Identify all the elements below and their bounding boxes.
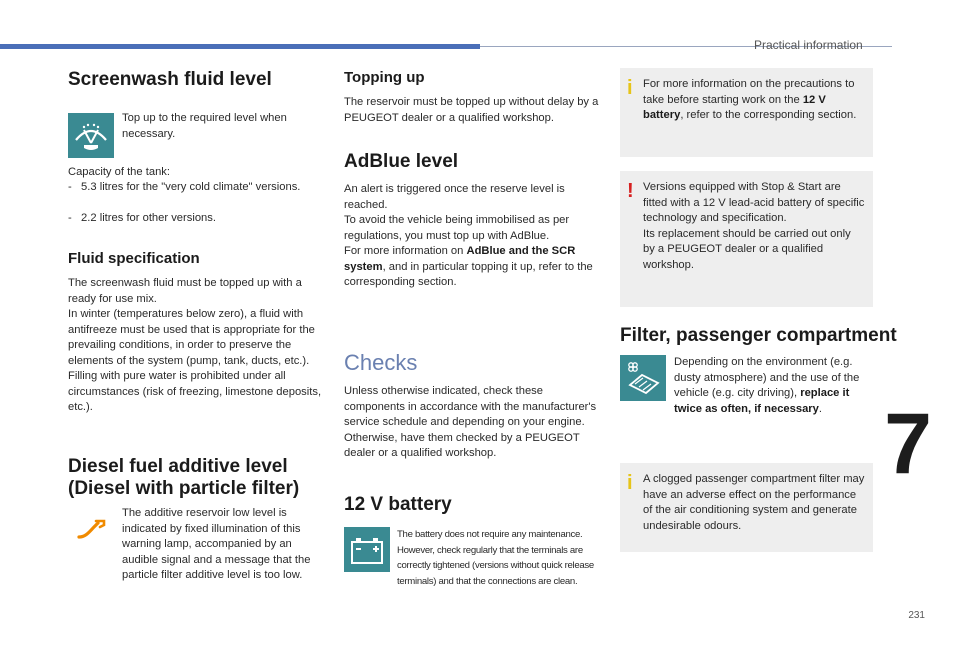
- fluid-spec-para: The screenwash fluid must be topped up with a ready for use mix.: [68, 277, 302, 305]
- topping-up-text: The reservoir must be topped up without delay by a PEUGEOT dealer or a qualified workshop.: [344, 96, 599, 124]
- filter-text-post: .: [818, 402, 822, 415]
- adblue-para: [344, 244, 600, 291]
- filter-title: Filter, passenger compartment: [620, 325, 897, 346]
- warning-text: [643, 180, 865, 273]
- filter-text-pre: Depending on the environment (e.g. dusty atmosphere) and the use of the vehicle (e.g. city driving),: [674, 356, 860, 399]
- filter-text: [674, 355, 874, 417]
- diesel-additive-title: [68, 456, 299, 500]
- chapter-number: 7: [884, 396, 932, 492]
- screenwash-title: Screenwash fluid level: [68, 69, 272, 90]
- capacity-item: - 5.3 litres for the "very cold climate" versions.: [68, 181, 301, 193]
- battery-text: The battery does not require any maintenance. However, check regularly that the terminals are correctly tightened (versions without quick release terminals) and that the connections are clean.: [397, 529, 594, 587]
- screenwash-warning-icon: [68, 113, 114, 158]
- header-accent-bar: [0, 44, 480, 49]
- cabin-filter-icon: [620, 355, 666, 401]
- checks-text: [344, 384, 602, 462]
- capacity-item: - 2.2 litres for other versions.: [68, 212, 216, 224]
- diesel-title-line2: (Diesel with particle filter): [68, 478, 300, 499]
- info-precautions-post: , refer to the corresponding section.: [680, 109, 857, 121]
- adblue-ref-post: , and in particular topping it up, refer to the corresponding section.: [344, 260, 593, 288]
- diesel-additive-text: The additive reservoir low level is indicated by fixed illumination of this warning lamp, accompanied by an audible signal and a message that the particle filter additive level is too low.: [122, 507, 311, 581]
- warning-para: Versions equipped with Stop & Start are fitted with a 12 V lead-acid battery of specific technology and specification.: [643, 181, 865, 224]
- filter-text-bold: replace it twice as often, if necessary: [674, 387, 850, 415]
- capacity-label: Capacity of the tank:: [68, 166, 170, 178]
- diesel-title-line1: Diesel fuel additive level: [68, 456, 288, 477]
- topping-up-title: Topping up: [344, 69, 425, 86]
- battery-icon: [344, 527, 390, 572]
- info-icon: i: [627, 472, 633, 494]
- info-precautions-pre: For more information on the precautions to take before starting work on the: [643, 78, 855, 106]
- info-precautions-text: [643, 77, 865, 124]
- info-precautions-bold: 12 V battery: [643, 93, 826, 121]
- checks-title: Checks: [344, 350, 418, 375]
- fluid-spec-text: [68, 276, 324, 416]
- screenwash-intro: Top up to the required level when necessary.: [122, 112, 287, 140]
- warning-icon: !: [627, 180, 634, 202]
- fluid-spec-para: In winter (temperatures below zero), a fluid with antifreeze must be used that is appropriate for the prevailing conditions, in order to preserve the elements of the system (pump, tank, ducts, etc.).: [68, 308, 315, 367]
- adblue-title: AdBlue level: [344, 151, 459, 172]
- fluid-spec-para: Filling with pure water is prohibited under all circumstances (risk of freezing, limestone deposits, etc.).: [68, 370, 322, 413]
- adblue-para: To avoid the vehicle being immobilised as per regulations, you must top up with AdBlue.: [344, 214, 570, 242]
- adblue-text: [344, 182, 600, 291]
- warning-para: Its replacement should be carried out only by a PEUGEOT dealer or a qualified workshop.: [643, 227, 851, 271]
- section-label: Practical information: [754, 38, 863, 52]
- info-box-filter: [620, 463, 873, 552]
- adblue-ref-bold: AdBlue and the SCR system: [344, 245, 576, 273]
- warning-box-stop-start: [620, 171, 873, 307]
- page-number: 231: [908, 610, 925, 621]
- adblue-para: An alert is triggered once the reserve level is reached.: [344, 183, 565, 211]
- info-icon: i: [627, 77, 633, 99]
- info-filter-text: A clogged passenger compartment filter may have an adverse effect on the performance of the air conditioning system and generate undesirable odours.: [643, 473, 865, 532]
- additive-warning-lamp-icon: [76, 517, 110, 543]
- checks-para: Unless otherwise indicated, check these components in accordance with the manufacturer's service schedule and depending on your engine.: [344, 385, 597, 428]
- battery-title: 12 V battery: [344, 494, 452, 515]
- fluid-spec-title: Fluid specification: [68, 250, 200, 267]
- info-box-precautions: [620, 68, 873, 157]
- checks-para: Otherwise, have them checked by a PEUGEOT dealer or a qualified workshop.: [344, 431, 580, 459]
- adblue-ref-pre: For more information on: [344, 245, 467, 257]
